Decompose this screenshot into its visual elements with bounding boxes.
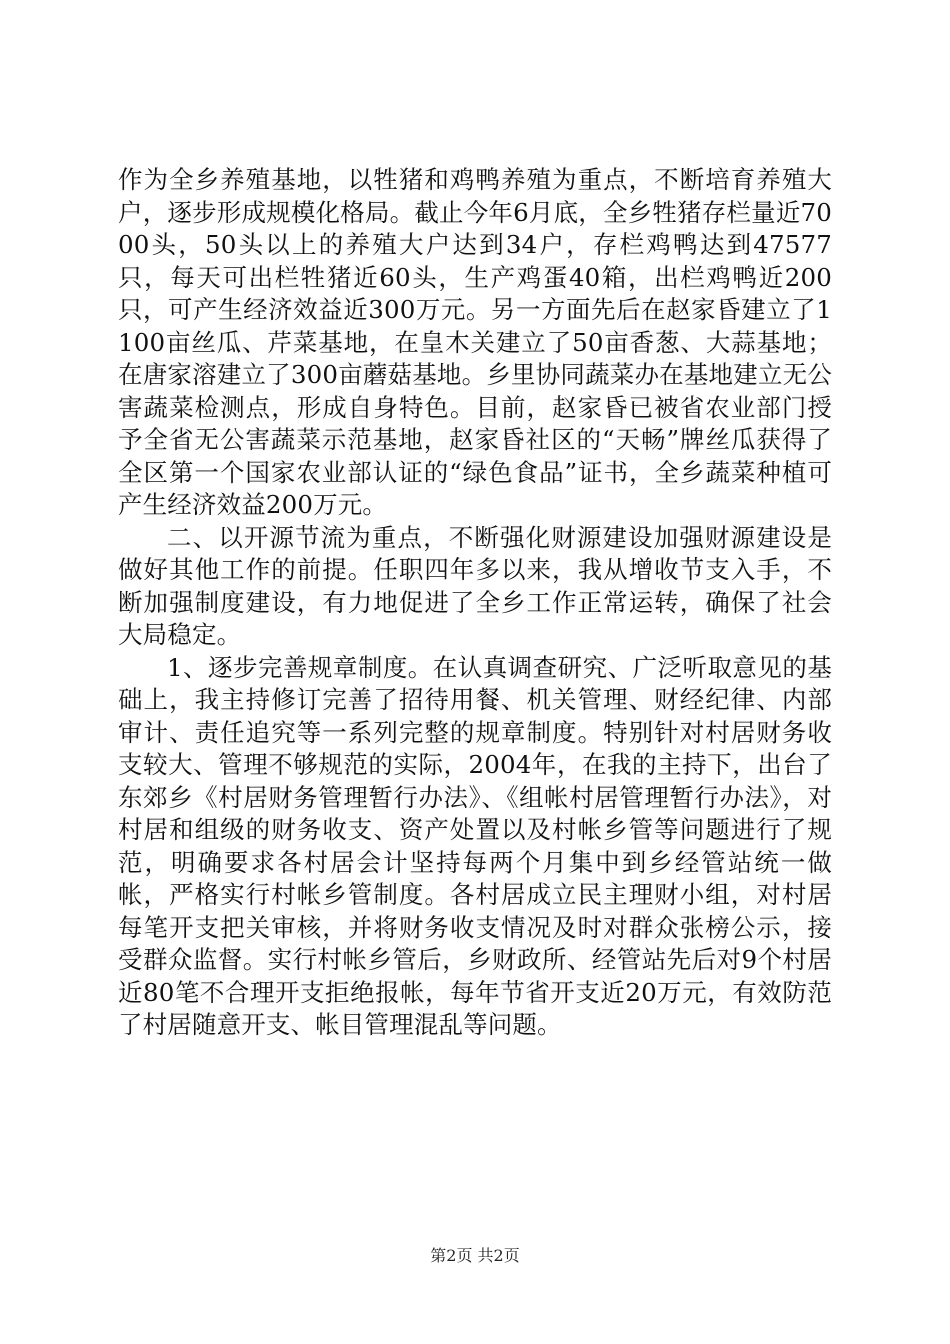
body-paragraph-item-one: 1、逐步完善规章制度。在认真调查研究、广泛听取意见的基础上，我主持修订完善了招待用餐、机关管理、财经纪律、内部审计、责任追究等一系列完整的规章制度。特别针对村居财务收支较大、管理不够规范的实际，2004年，在我的主持下，出台了东郊乡《村居财务管理暂行办法》、《组帐村居管理暂行办法》，对村居和组级的财务收支、资产处置以及村帐乡管等问题进行了规范，明确要求各村居会计坚持每两个月集中到乡经管站统一做帐，严格实行村帐乡管制度。各村居成立民主理财小组，对村居每笔开支把关审核，并将财务收支情况及时对群众张榜公示，接受群众监督。实行村帐乡管后，乡财政所、经管站先后对9个村居近80笔不合理开支拒绝报帐，每年节省开支近20万元，有效防范了村居随意开支、帐目管理混乱等问题。: [118, 652, 832, 1039]
body-paragraph-section-two: 二、以开源节流为重点，不断强化财源建设加强财源建设是做好其他工作的前提。任职四年多以来，我从增收节支入手，不断加强制度建设，有力地促进了全乡工作正常运转，确保了社会大局稳定。: [118, 522, 832, 649]
document-body: [118, 164, 832, 1042]
page-footer: 第2页 共2页: [430, 1246, 520, 1265]
body-paragraph-continuation: 作为全乡养殖基地，以牲猪和鸡鸭养殖为重点，不断培育养殖大户，逐步形成规模化格局。截止今年6月底，全乡牲猪存栏量近7000头，50头以上的养殖大户达到34户，存栏鸡鸭达到47577只，每天可出栏牲猪近60头，生产鸡蛋40箱，出栏鸡鸭近200只，可产生经济效益近300万元。另一方面先后在赵家昏建立了1100亩丝瓜、芹菜基地，在皇木关建立了50亩香葱、大蒜基地；在唐家溶建立了300亩蘑菇基地。乡里协同蔬菜办在基地建立无公害蔬菜检测点，形成自身特色。目前，赵家昏已被省农业部门授予全省无公害蔬菜示范基地，赵家昏社区的“天畅”牌丝瓜获得了全区第一个国家农业部认证的“绿色食品”证书，全乡蔬菜种植可产生经济效益200万元。: [118, 165, 832, 519]
